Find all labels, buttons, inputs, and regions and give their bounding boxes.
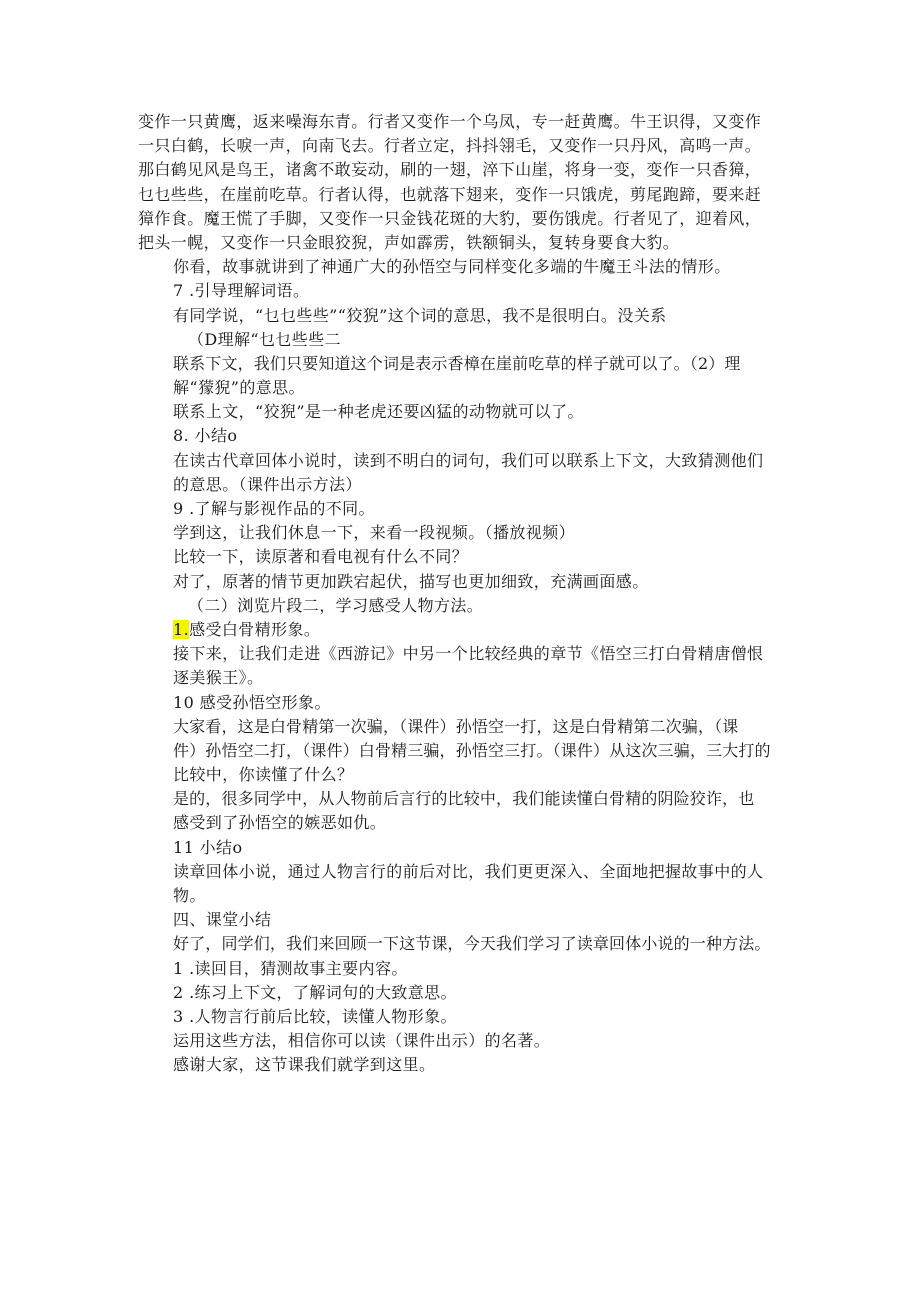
paragraph-line: 运用这些方法，相信你可以读（课件出示）的名著。: [173, 1031, 551, 1051]
paragraph-line: （D理解“乜乜些些二: [188, 329, 342, 349]
paragraph-line: 一只白鹤，长唳一声，向南飞去。行者立定，抖抖翎毛，又变作一只丹风，高鸣一声。: [138, 136, 762, 156]
paragraph-line: 你看，故事就讲到了神通广大的孙悟空与同样变化多端的牛魔王斗法的情形。: [173, 257, 731, 277]
list-item: 2 .练习上下文，了解词句的大致意思。: [173, 982, 457, 1002]
section-heading: （二）浏览片段二，学习感受人物方法。: [188, 595, 484, 615]
paragraph-line: 变作一只黄鹰，返来噪海东青。行者又变作一个乌凤，专一赶黄鹰。牛王识得，又变作: [138, 112, 762, 131]
paragraph-line: 联系上文，“狡猊”是一种老虎还要凶猛的动物就可以了。: [173, 402, 584, 422]
highlighted-number: 1.: [173, 619, 190, 639]
list-item: 3 .人物言行前后比较，读懂人物形象。: [173, 1006, 457, 1026]
section-heading: 四、课堂小结: [173, 910, 272, 930]
section-heading: 9 .了解与影视作品的不同。: [173, 499, 375, 518]
section-heading: 10 感受孙悟空形象。: [173, 692, 331, 712]
paragraph-line: 接下来，让我们走进《西游记》中另一个比较经典的章节《悟空三打白骨精唐僧恨: [173, 644, 764, 664]
paragraph-line: 好了，同学们，我们来回顾一下这节课，今天我们学习了读章回体小说的一种方法。: [173, 934, 771, 954]
paragraph-line: 那白鹤见风是鸟王，诸禽不敢妄动，刷的一翅，淬下山崖，将身一变，变作一只香獐，: [138, 160, 762, 180]
paragraph-line: 比较一下，读原著和看电视有什么不同？: [173, 547, 469, 567]
paragraph-line: 逐美猴王》。: [173, 668, 264, 688]
paragraph-line: 獐作食。魔王慌了手脚，又变作一只金钱花斑的大豹，要伤饿虎。行者见了，迎着风，: [138, 208, 762, 228]
paragraph-line: 比较中，你读懂了什么？: [173, 765, 354, 785]
paragraph-line: 感受到了孙悟空的嫉恶如仇。: [173, 813, 387, 833]
section-heading: 8. 小结o: [173, 426, 238, 446]
paragraph-line: 感谢大家，这节课我们就学到这里。: [173, 1055, 436, 1075]
paragraph-line: 解“獴猊”的意思。: [173, 378, 305, 398]
paragraph-line: 联系下文，我们只要知道这个词是表示香樟在崖前吃草的样子就可以了。（2）理: [173, 353, 741, 373]
paragraph-line: 乜乜些些，在崖前吃草。行者认得，也就落下翅来，变作一只饿虎，剪尾跑蹄，要来赶: [138, 184, 762, 204]
section-heading: [138, 618, 786, 642]
section-heading: 7 .引导理解词语。: [173, 281, 310, 301]
paragraph-line: 有同学说，“乜乜些些”“狡猊”这个词的意思，我不是很明白。没关系: [173, 305, 667, 325]
list-item: 1 .读回目，猜测故事主要内容。: [173, 958, 408, 978]
paragraph-line: 物。: [173, 886, 206, 905]
paragraph-line: 在读古代章回体小说时，读到不明白的词句，我们可以联系上下文，大致猜测他们: [173, 450, 764, 470]
paragraph-line: 把头一幌，又变作一只金眼狡猊，声如霹雳，铁额铜头，复转身要食大豹。: [138, 232, 680, 252]
paragraph-line: 大家看，这是白骨精第一次骗，（课件）孙悟空一打，这是白骨精第二次骗，（课: [173, 716, 739, 736]
section-heading: 11 小结o: [173, 837, 243, 857]
paragraph-line: 对了，原著的情节更加跌宕起伏，描写也更加细致，充满画面感。: [173, 571, 649, 591]
paragraph-line: 件）孙悟空二打，（课件）白骨精三骗，孙悟空三打。（课件）从这次三骗，三大打的: [173, 740, 771, 760]
heading-text: 感受白骨精形象。: [189, 619, 321, 639]
paragraph-line: 读章回体小说，通过人物言行的前后对比，我们更更深入、全面地把握故事中的人: [173, 861, 764, 881]
paragraph-line: 的意思。（课件出示方法）: [173, 474, 362, 494]
document-body: [138, 110, 786, 1078]
paragraph-line: 是的，很多同学中，从人物前后言行的比较中，我们能读懂白骨精的阴险狡诈，也: [173, 789, 755, 809]
paragraph-line: 学到这，让我们休息一下，来看一段视频。（播放视频）: [173, 523, 576, 543]
